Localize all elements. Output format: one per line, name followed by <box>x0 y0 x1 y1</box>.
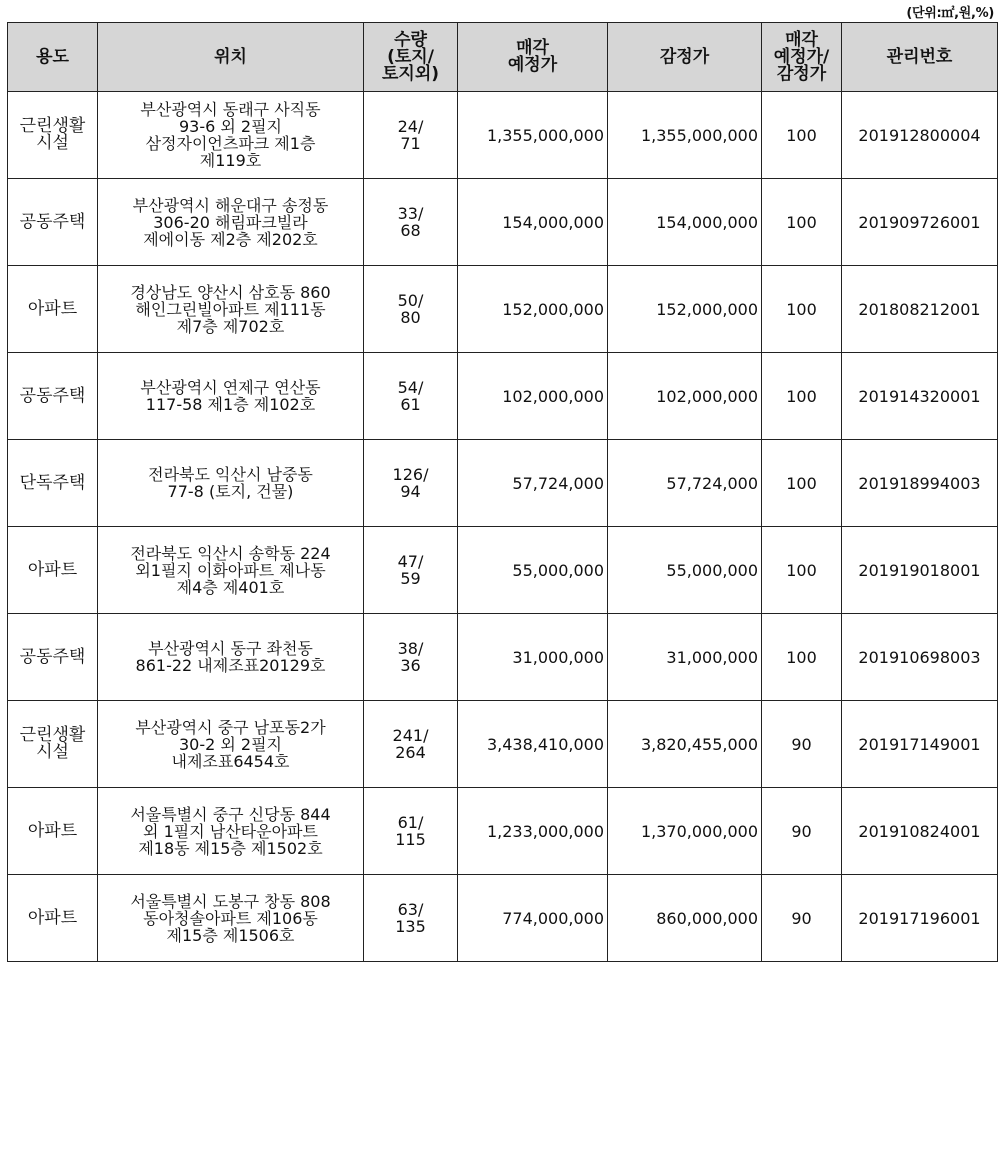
mgmt-no-cell: 201909726001 <box>842 179 998 266</box>
sale-price-cell: 774,000,000 <box>458 875 608 962</box>
quantity-cell: 24/ 71 <box>364 92 458 179</box>
usage-cell: 근린생활 시설 <box>8 92 98 179</box>
mgmt-no-cell: 201917196001 <box>842 875 998 962</box>
quantity-cell: 241/ 264 <box>364 701 458 788</box>
header-usage: 용도 <box>8 23 98 92</box>
location-cell: 부산광역시 동구 좌천동 861-22 내제조표20129호 <box>98 614 364 701</box>
sale-price-cell: 57,724,000 <box>458 440 608 527</box>
quantity-cell: 33/ 68 <box>364 179 458 266</box>
location-cell: 부산광역시 해운대구 송정동 306-20 해림파크빌라 제에이동 제2층 제202호 <box>98 179 364 266</box>
usage-cell: 단독주택 <box>8 440 98 527</box>
sale-price-cell: 3,438,410,000 <box>458 701 608 788</box>
header-ratio: 매각 예정가/ 감정가 <box>762 23 842 92</box>
mgmt-no-cell: 201918994003 <box>842 440 998 527</box>
mgmt-no-cell: 201808212001 <box>842 266 998 353</box>
table-row <box>8 353 998 440</box>
header-quantity: 수량 (토지/ 토지외) <box>364 23 458 92</box>
ratio-cell: 100 <box>762 92 842 179</box>
usage-cell: 아파트 <box>8 788 98 875</box>
quantity-cell: 63/ 135 <box>364 875 458 962</box>
sale-price-cell: 152,000,000 <box>458 266 608 353</box>
ratio-cell: 100 <box>762 527 842 614</box>
appraisal-cell: 152,000,000 <box>608 266 762 353</box>
ratio-cell: 90 <box>762 788 842 875</box>
usage-cell: 아파트 <box>8 875 98 962</box>
sale-price-cell: 154,000,000 <box>458 179 608 266</box>
location-cell: 부산광역시 중구 남포동2가 30-2 외 2필지 내제조표6454호 <box>98 701 364 788</box>
appraisal-cell: 31,000,000 <box>608 614 762 701</box>
table-row <box>8 527 998 614</box>
table-row <box>8 875 998 962</box>
ratio-cell: 90 <box>762 701 842 788</box>
mgmt-no-cell: 201910698003 <box>842 614 998 701</box>
header-row <box>8 23 998 92</box>
quantity-cell: 126/ 94 <box>364 440 458 527</box>
mgmt-no-cell: 201917149001 <box>842 701 998 788</box>
quantity-cell: 47/ 59 <box>364 527 458 614</box>
location-cell: 경상남도 양산시 삼호동 860 해인그린빌아파트 제111동 제7층 제702호 <box>98 266 364 353</box>
appraisal-cell: 154,000,000 <box>608 179 762 266</box>
usage-cell: 공동주택 <box>8 179 98 266</box>
sale-price-cell: 31,000,000 <box>458 614 608 701</box>
appraisal-cell: 3,820,455,000 <box>608 701 762 788</box>
location-cell: 전라북도 익산시 남중동 77-8 (토지, 건물) <box>98 440 364 527</box>
ratio-cell: 100 <box>762 614 842 701</box>
header-mgmt-no: 관리번호 <box>842 23 998 92</box>
usage-cell: 아파트 <box>8 527 98 614</box>
mgmt-no-cell: 201914320001 <box>842 353 998 440</box>
usage-cell: 아파트 <box>8 266 98 353</box>
unit-note: (단위:㎡,원,%) <box>906 6 994 21</box>
location-cell: 부산광역시 동래구 사직동 93-6 외 2필지 삼정자이언츠파크 제1층 제119호 <box>98 92 364 179</box>
ratio-cell: 100 <box>762 440 842 527</box>
table-row <box>8 701 998 788</box>
sale-price-cell: 1,233,000,000 <box>458 788 608 875</box>
appraisal-cell: 1,370,000,000 <box>608 788 762 875</box>
appraisal-cell: 102,000,000 <box>608 353 762 440</box>
location-cell: 서울특별시 중구 신당동 844 외 1필지 남산타운아파트 제18동 제15층 제1502호 <box>98 788 364 875</box>
usage-cell: 공동주택 <box>8 353 98 440</box>
usage-cell: 근린생활 시설 <box>8 701 98 788</box>
ratio-cell: 100 <box>762 179 842 266</box>
header-location: 위치 <box>98 23 364 92</box>
quantity-cell: 38/ 36 <box>364 614 458 701</box>
location-cell: 전라북도 익산시 송학동 224 외1필지 이화아파트 제나동 제4층 제401호 <box>98 527 364 614</box>
mgmt-no-cell: 201912800004 <box>842 92 998 179</box>
usage-cell: 공동주택 <box>8 614 98 701</box>
mgmt-no-cell: 201910824001 <box>842 788 998 875</box>
ratio-cell: 90 <box>762 875 842 962</box>
table-body <box>8 92 998 962</box>
sale-price-cell: 1,355,000,000 <box>458 92 608 179</box>
table-row <box>8 440 998 527</box>
table-row <box>8 614 998 701</box>
table-header <box>8 23 998 92</box>
quantity-cell: 50/ 80 <box>364 266 458 353</box>
appraisal-cell: 57,724,000 <box>608 440 762 527</box>
table-row <box>8 179 998 266</box>
ratio-cell: 100 <box>762 266 842 353</box>
quantity-cell: 54/ 61 <box>364 353 458 440</box>
ratio-cell: 100 <box>762 353 842 440</box>
location-cell: 서울특별시 도봉구 창동 808 동아청솔아파트 제106동 제15층 제1506호 <box>98 875 364 962</box>
appraisal-cell: 860,000,000 <box>608 875 762 962</box>
mgmt-no-cell: 201919018001 <box>842 527 998 614</box>
property-sale-table <box>7 22 998 962</box>
sale-price-cell: 102,000,000 <box>458 353 608 440</box>
appraisal-cell: 55,000,000 <box>608 527 762 614</box>
table-row <box>8 266 998 353</box>
table-row <box>8 92 998 179</box>
header-sale-price: 매각 예정가 <box>458 23 608 92</box>
location-cell: 부산광역시 연제구 연산동 117-58 제1층 제102호 <box>98 353 364 440</box>
table-row <box>8 788 998 875</box>
sale-price-cell: 55,000,000 <box>458 527 608 614</box>
quantity-cell: 61/ 115 <box>364 788 458 875</box>
appraisal-cell: 1,355,000,000 <box>608 92 762 179</box>
header-appraisal: 감정가 <box>608 23 762 92</box>
